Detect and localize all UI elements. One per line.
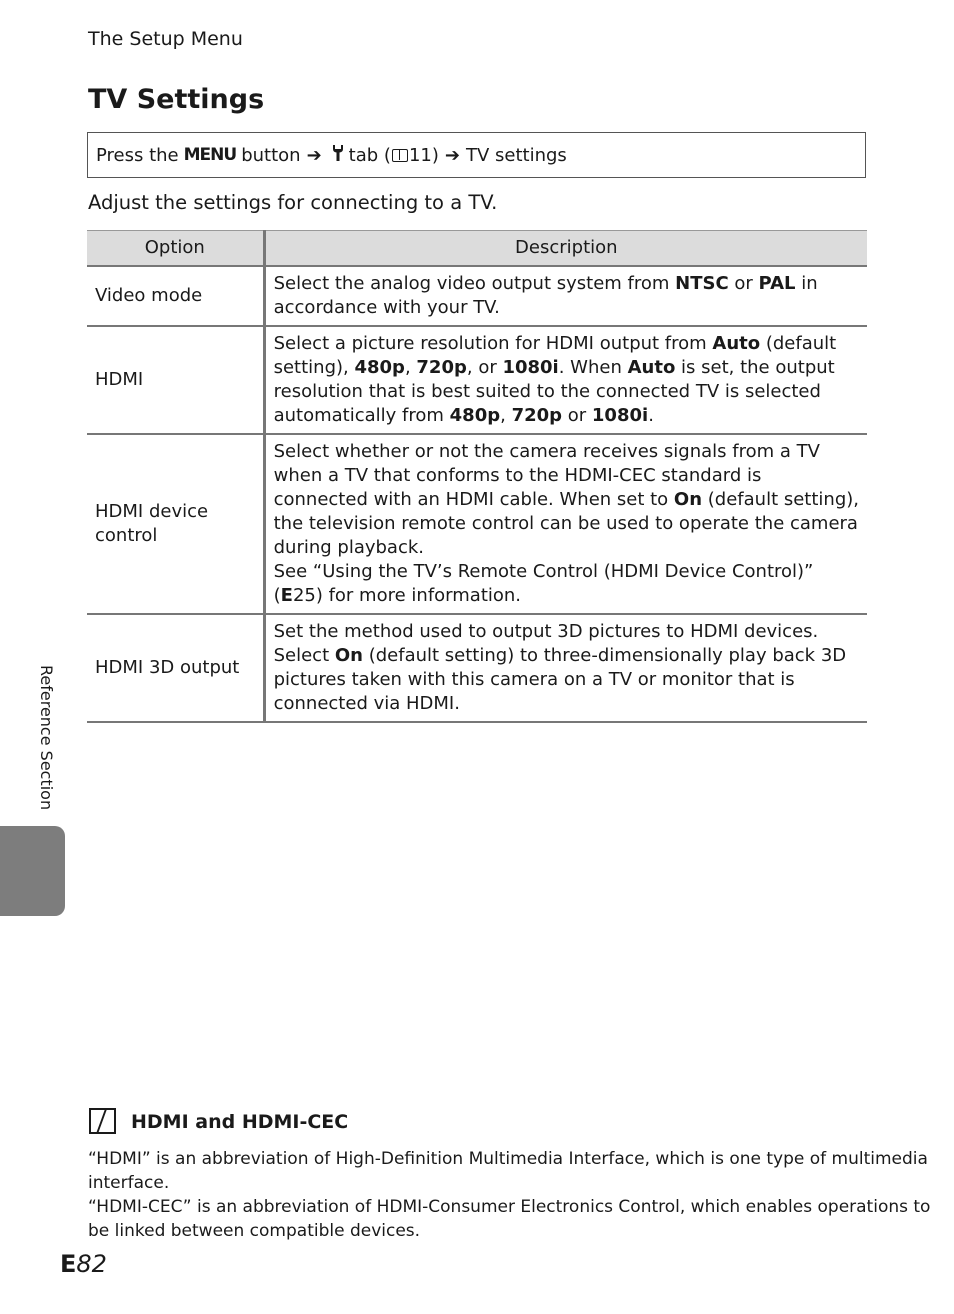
option-cell: HDMI 3D output bbox=[87, 614, 264, 722]
intro-text: Adjust the settings for connecting to a TV. bbox=[88, 191, 498, 214]
table-row bbox=[87, 326, 867, 434]
reference-section-icon: E bbox=[60, 1250, 74, 1278]
nav-press-text: Press the bbox=[96, 144, 179, 166]
note-title: HDMI and HDMI-CEC bbox=[131, 1111, 349, 1133]
option-cell: HDMI bbox=[87, 326, 264, 434]
book-icon bbox=[392, 149, 408, 162]
description-cell: Select a picture resolution for HDMI output from Auto (default setting), 480p, 720p, or 1080i. When Auto is set, the output resolution that is best suited to the connected TV is selected automatically from 480p, 720p or 1080i. bbox=[264, 326, 867, 434]
table-row bbox=[87, 434, 867, 614]
column-header-description: Description bbox=[264, 231, 867, 267]
section-header: The Setup Menu bbox=[88, 28, 243, 50]
arrow-right-icon: ➔ bbox=[444, 144, 460, 166]
settings-table bbox=[87, 230, 867, 723]
description-cell: Select whether or not the camera receives signals from a TV when a TV that conforms to the HDMI-CEC standard is connected with an HDMI cable. When set to On (default setting), the television remote control can be used to operate the camera during playback. See “Using the TV’s Remote Control (HDMI Device Control)” (E 25) for more information. bbox=[264, 434, 867, 614]
arrow-right-icon: ➔ bbox=[306, 144, 322, 166]
nav-tab-text: tab ( bbox=[348, 144, 391, 166]
sidebar-section-label: Reference Section bbox=[37, 665, 56, 811]
nav-button-text: button bbox=[241, 144, 301, 166]
option-cell: Video mode bbox=[87, 266, 264, 326]
description-cell: Set the method used to output 3D pictures to HDMI devices. Select On (default setting) to three-dimensionally play back 3D pictures taken with this camera on a TV or monitor that is connected via HDMI. bbox=[264, 614, 867, 722]
note-body: “HDMI” is an abbreviation of High-Definition Multimedia Interface, which is one type of multimedia interface. “HDMI-CEC” is an abbreviation of HDMI-Consumer Electronics Control, which enables operations to be linked between compatible devices. bbox=[88, 1149, 931, 1241]
reference-section-icon: E bbox=[280, 585, 290, 606]
navigation-path bbox=[87, 132, 866, 178]
page-title: TV Settings bbox=[88, 84, 265, 115]
option-cell: HDMI device control bbox=[87, 434, 264, 614]
menu-icon: MENU bbox=[183, 145, 237, 165]
table-row bbox=[87, 266, 867, 326]
nav-destination: TV settings bbox=[465, 144, 567, 166]
page-number: E 82 bbox=[60, 1250, 107, 1278]
table-header-row bbox=[87, 231, 867, 267]
table-row bbox=[87, 614, 867, 722]
pencil-note-icon bbox=[89, 1108, 116, 1134]
wrench-icon bbox=[332, 144, 344, 167]
section-tab-marker bbox=[0, 826, 65, 916]
description-cell: Select the analog video output system from NTSC or PAL in accordance with your TV. bbox=[264, 266, 867, 326]
nav-page-ref: 11) bbox=[408, 144, 439, 166]
column-header-option: Option bbox=[87, 231, 264, 267]
